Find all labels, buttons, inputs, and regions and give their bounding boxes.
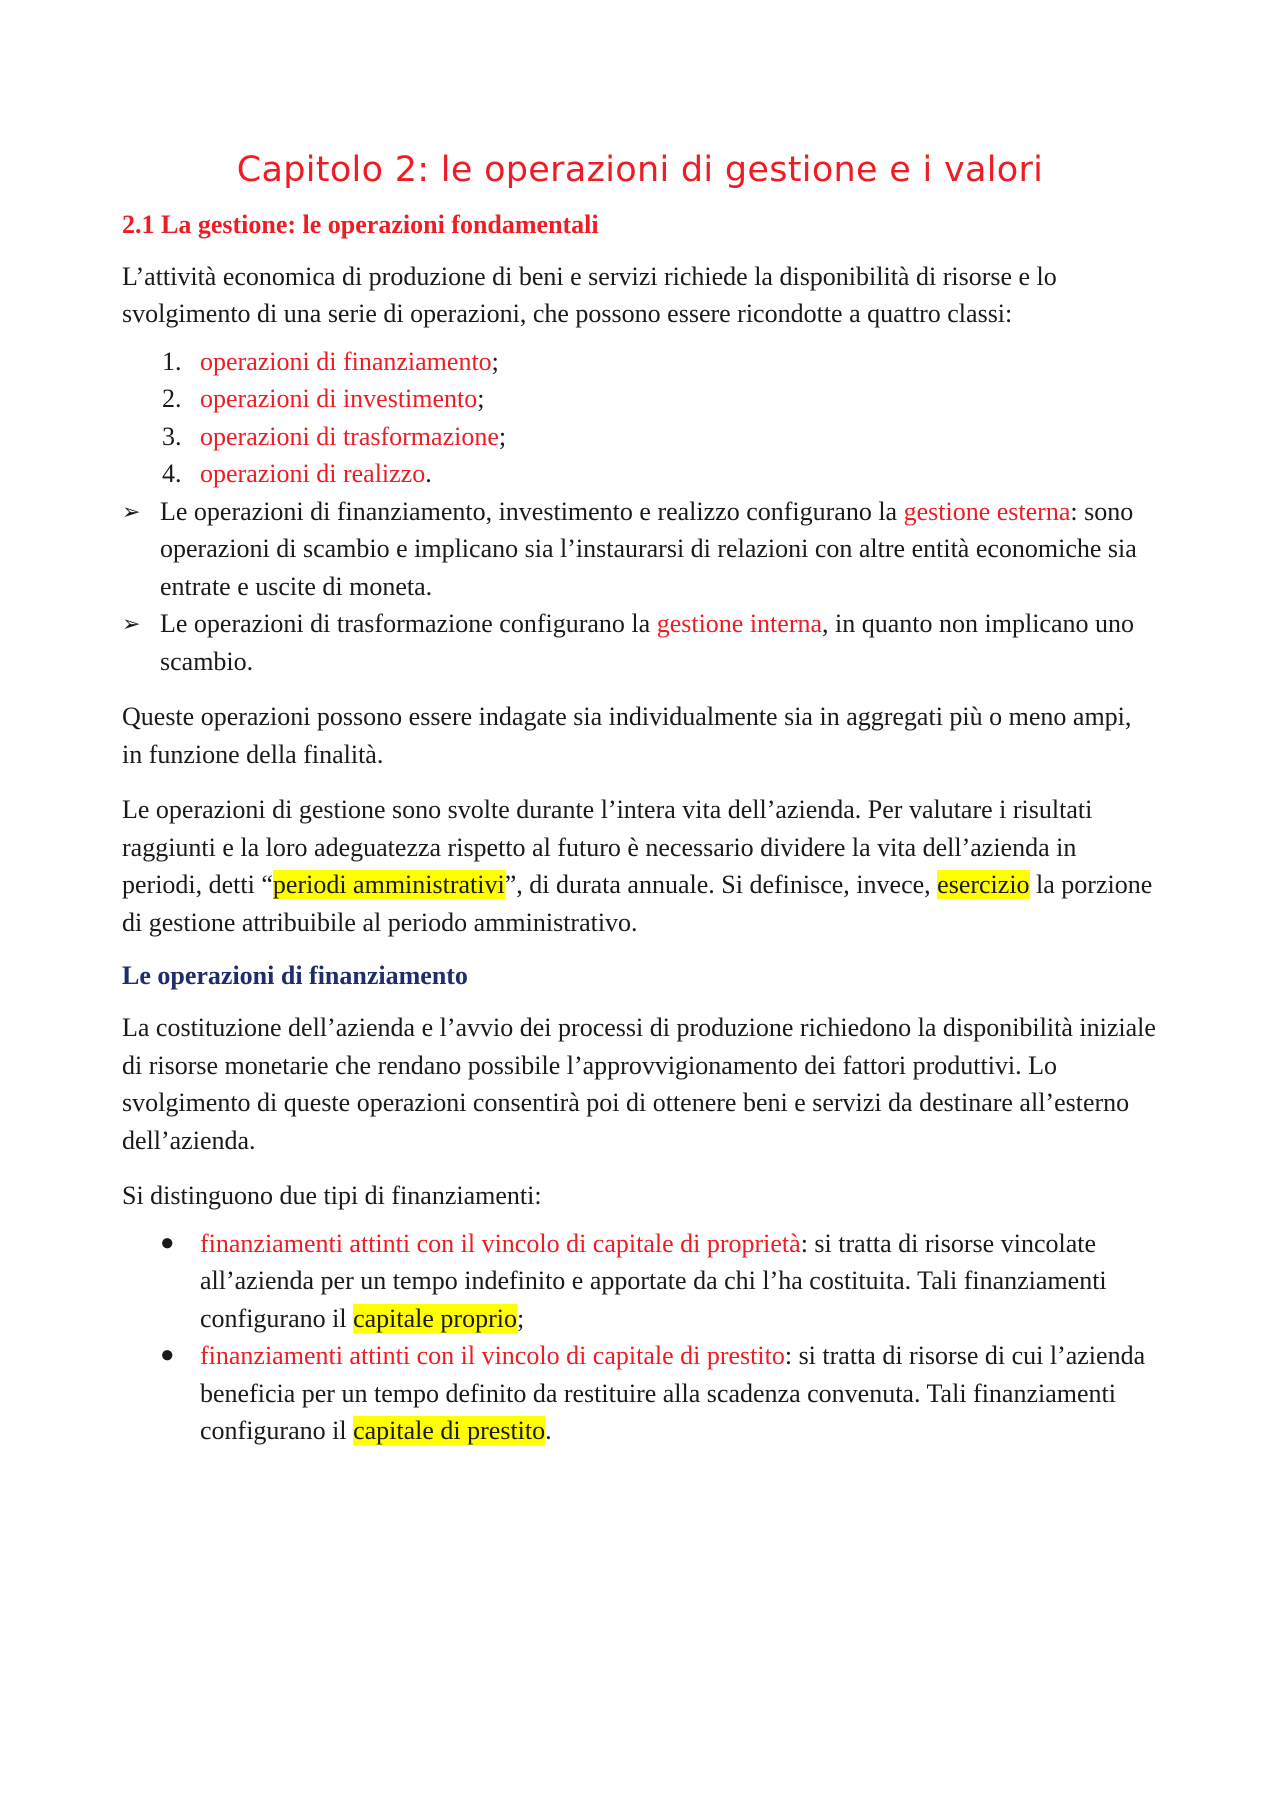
arrow-bullet-icon: ➢ — [122, 611, 141, 637]
arrow-text: : sono operazioni di scambio e implicano sia l’instaurarsi di relazioni con altre entità economiche sia entrate e uscite di moneta. — [160, 496, 1137, 601]
operations-numbered-list — [122, 343, 1158, 493]
highlight-periodi-amministrativi: periodi amministrativi — [272, 870, 505, 900]
list-item — [162, 418, 1158, 456]
list-suffix: ; — [491, 346, 499, 376]
list-item — [160, 1225, 1158, 1338]
list-term: operazioni di investimento — [200, 384, 478, 414]
list-term: operazioni di finanziamento — [200, 346, 492, 376]
paragraph-aggregati: Queste operazioni possono essere indagate sia individualmente sia in aggregati più o meno ampi, in funzione della finalità. — [122, 702, 1132, 769]
list-suffix: . — [425, 459, 432, 489]
arrow-text: Le operazioni di finanziamento, investimento e realizzo configurano la — [160, 496, 904, 526]
paragraph-costituzione: La costituzione dell’azienda e l’avvio dei processi di produzione richiedono la disponibilità iniziale di risorse monetarie che rendano possibile l’approvvigionamento dei fattori produttivi. Lo svolgimento di queste operazioni consentirà poi di ottenere beni e servizi da destinare all’esterno dell’azienda. — [122, 1013, 1156, 1155]
chapter-title: Capitolo 2: le operazioni di gestione e i valori — [236, 150, 1044, 190]
paragraph-text: ”, di durata annuale. Si definisce, invece, — [504, 870, 938, 900]
arrow-text: , in quanto non implicano uno scambio. — [160, 609, 1134, 676]
list-item — [122, 493, 1158, 606]
list-number: 2. — [162, 384, 182, 414]
paragraph-tipi: Si distinguono due tipi di finanziamenti: — [122, 1181, 542, 1211]
bullet-end: ; — [516, 1303, 525, 1333]
paragraph-text: la porzione di gestione attribuibile al periodo amministrativo. — [122, 870, 1153, 937]
intro-paragraph: L’attività economica di produzione di beni e servizi richiede la disponibilità di risorse e lo svolgimento di una serie di operazioni, che possono essere ricondotte a quattro classi: — [122, 261, 1057, 329]
list-item — [162, 343, 1158, 381]
list-item — [162, 455, 1158, 493]
term-gestione-interna: gestione interna — [656, 609, 823, 639]
list-suffix: ; — [498, 421, 507, 451]
highlight-capitale-proprio: capitale proprio — [353, 1303, 517, 1333]
section-heading-finanziamento: Le operazioni di finanziamento — [122, 961, 468, 991]
term-capitale-prestito: finanziamenti attinti con il vincolo di capitale di prestito — [200, 1341, 785, 1371]
bullet-text: : si tratta di risorse vincolate all’azienda per un tempo indefinito e apportate da chi l’ha costituita. Tali finanziamenti configurano il — [200, 1228, 1107, 1333]
bullet-text: : si tratta di risorse di cui l’azienda beneficia per un tempo definito da restituire alla scadenza convenuta. Tali finanziamenti configurano il — [200, 1341, 1146, 1446]
list-item — [122, 605, 1158, 680]
arrow-bullet-icon: ➢ — [122, 498, 141, 524]
list-number: 3. — [162, 421, 182, 451]
arrow-list — [122, 493, 1158, 681]
section-heading-gestione: 2.1 La gestione: le operazioni fondamentali — [122, 210, 599, 239]
term-capitale-proprieta: finanziamenti attinti con il vincolo di capitale di proprietà — [200, 1228, 801, 1258]
arrow-text: Le operazioni di trasformazione configurano la — [160, 609, 657, 639]
list-suffix: ; — [477, 384, 485, 414]
term-gestione-esterna: gestione esterna — [903, 496, 1071, 526]
list-term: operazioni di realizzo — [200, 459, 426, 489]
list-item — [160, 1337, 1158, 1450]
paragraph-text: Le operazioni di gestione sono svolte durante l’intera vita dell’azienda. Per valutare i risultati raggiunti e la loro adeguatezza rispetto al futuro è necessario dividere la vita dell’azienda in periodi, detti “ — [122, 795, 1093, 900]
paragraph-periodi — [122, 791, 1158, 941]
list-number: 1. — [162, 346, 182, 376]
round-bullet-icon: ● — [160, 1342, 175, 1369]
bullet-end: . — [545, 1416, 552, 1446]
list-number: 4. — [162, 459, 182, 489]
highlight-esercizio: esercizio — [937, 870, 1030, 900]
financing-bullet-list — [122, 1225, 1158, 1450]
highlight-capitale-di-prestito: capitale di prestito — [353, 1416, 546, 1446]
round-bullet-icon: ● — [160, 1229, 175, 1256]
list-term: operazioni di trasformazione — [200, 421, 499, 451]
list-item — [162, 380, 1158, 418]
